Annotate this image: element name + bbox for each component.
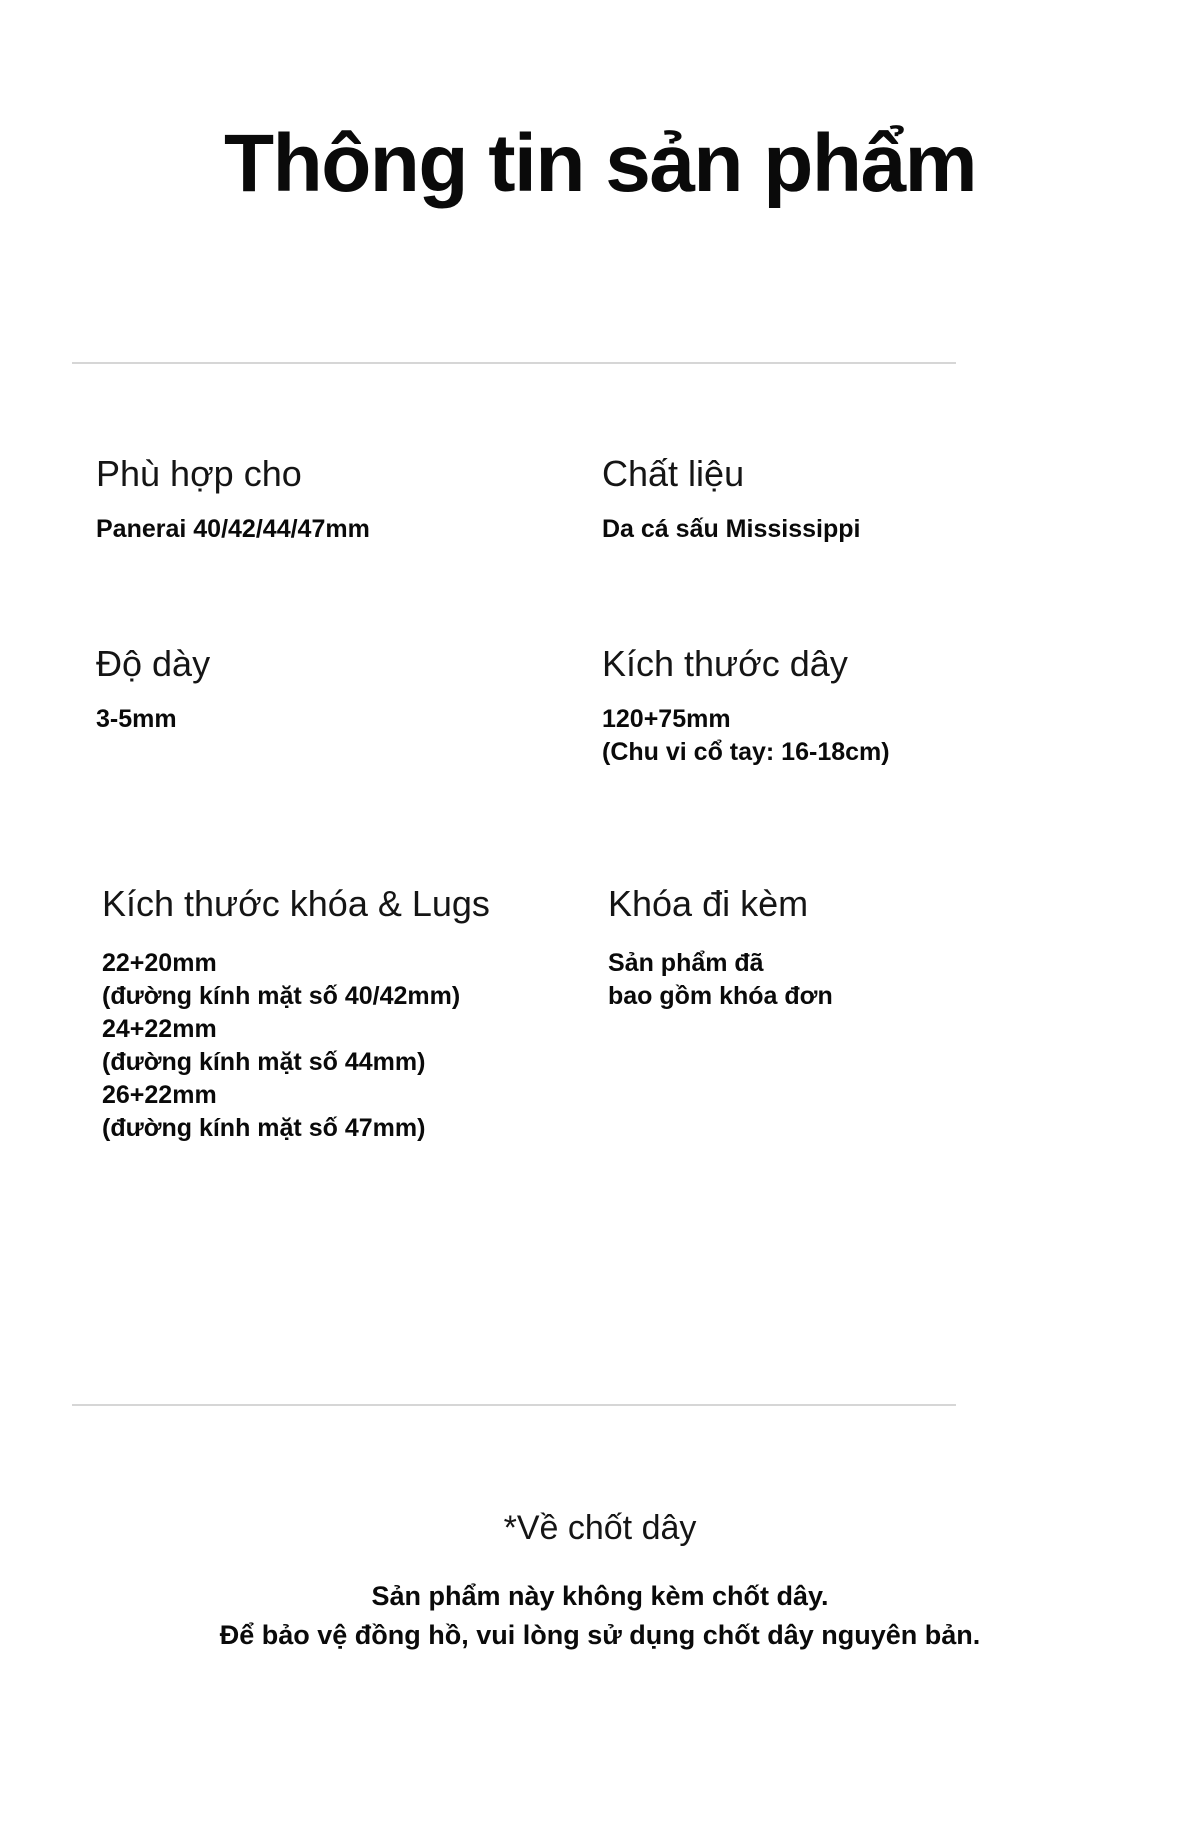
spec-cell-included-buckle [586,882,972,1013]
spec-row [72,642,972,882]
spec-value-line: Panerai 40/42/44/47mm [96,515,370,544]
spec-value [102,947,586,1145]
spec-value [608,947,972,1013]
divider-bottom [72,1404,956,1406]
spec-label: Kích thước khóa & Lugs [102,883,490,924]
footer-note [0,1508,1200,1656]
spec-value [602,513,972,546]
spec-value-line: 26+22mm [102,1081,217,1110]
spec-value [602,703,972,769]
footer-note-heading: *Về chốt dây [503,1509,697,1547]
spec-label: Kích thước dây [602,643,848,684]
spec-label: Phù hợp cho [96,453,302,494]
footer-note-line: Sản phẩm này không kèm chốt dây. [371,1580,829,1611]
page-title: Thông tin sản phẩm [224,118,976,209]
spec-value-line: (Chu vi cổ tay: 16-18cm) [602,738,890,767]
spec-cell-buckle-lugs-size [72,882,586,1145]
spec-value-line: (đường kính mặt số 47mm) [102,1114,426,1143]
footer-note-line: Để bảo vệ đồng hồ, vui lòng sử dụng chốt dây nguyên bản. [219,1620,981,1651]
spec-value-line: 24+22mm [102,1015,217,1044]
spec-value-line: (đường kính mặt số 40/42mm) [102,982,461,1011]
spec-value-line: 22+20mm [102,949,217,978]
spec-cell-material [586,452,972,546]
spec-value-line: 120+75mm [602,705,731,734]
spec-value-line: (đường kính mặt số 44mm) [102,1048,426,1077]
divider-top [72,362,956,364]
footer-note-body [0,1577,1200,1656]
spec-cell-thickness [72,642,586,736]
page-title-block [0,118,1200,210]
spec-cell-fits-for [72,452,586,546]
spec-value [96,513,586,546]
spec-value-line: Sản phẩm đã [608,949,764,978]
spec-row [72,882,972,1145]
spec-cell-strap-size [586,642,972,769]
spec-value-line: Da cá sấu Mississippi [602,515,861,544]
spec-value-line: bao gồm khóa đơn [608,982,833,1011]
spec-value-line: 3-5mm [96,705,177,734]
spec-label: Chất liệu [602,453,745,494]
spec-row [72,452,972,642]
spec-value [96,703,586,736]
spec-label: Độ dày [96,643,211,684]
spec-label: Khóa đi kèm [608,883,809,924]
spec-grid [72,452,972,1145]
